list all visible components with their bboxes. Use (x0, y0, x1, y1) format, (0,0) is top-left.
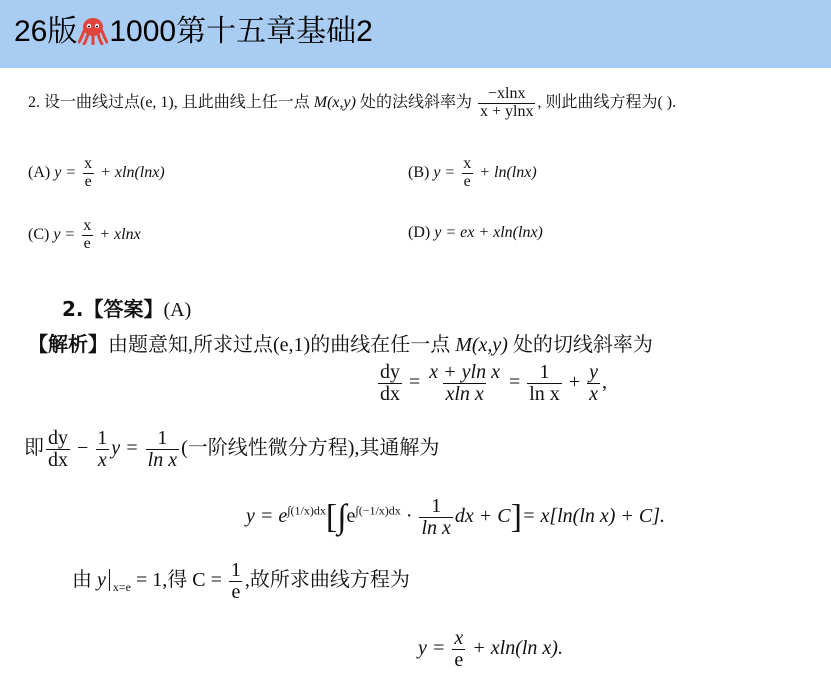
initial-condition: 由 y $_{x=e}$ = 1,得 C = $\frac{1}{e}$ ,故所求曲线方程为 (72, 559, 410, 603)
answer-choice: (A) (163, 299, 192, 321)
equation-linear-ode: 即 $\frac{dy}{dx}$ − $\frac{1}{x}$ y = $\frac{1}{\text{ln x}}$ (一阶线性微分方程),其通解为 (24, 427, 440, 471)
title-bar (0, 0, 831, 68)
option-c[interactable]: (C) y = $\frac{x}{e}$ + xlnx (28, 217, 141, 252)
equation-slope: $\frac{dy}{dx}$ = $\frac{\text{x + yln x}}{\text{xln x}}$ = $\frac{1}{\text{ln x}}$ + $\frac{y}{x}$ , (380, 361, 607, 405)
question-point: M(x,y) (313, 93, 356, 111)
final-answer: y = $\frac{x}{e}$ + xln(ln x). (418, 627, 563, 671)
question-tail: , 则此曲线方程为( ). (537, 93, 677, 111)
title-suffix: 1000第十五章基础2 (109, 15, 373, 48)
analysis-label: 【解析】 (28, 332, 108, 356)
question-mid: 处的法线斜率为 (359, 93, 472, 111)
answer-label: 【答案】 (83, 297, 164, 321)
option-c-fraction: $\frac{x}{e}$ (83, 217, 92, 252)
octopus-icon (78, 16, 108, 56)
answer-number: 2. (62, 297, 84, 321)
option-a-fraction: $\frac{x}{e}$ (84, 155, 93, 190)
option-a[interactable]: (A) y = $\frac{x}{e}$ + xln(lnx) (28, 155, 165, 190)
option-b-fraction: $\frac{x}{e}$ (463, 155, 472, 190)
equation-general-solution: $y = e^{\int(1/x)dx}[\int e^{\int(-1/x)dx}$ · $\frac{1}{\text{ln x}}$ dx + C]= x[ln(ln x) + C]. (246, 495, 666, 539)
option-d[interactable]: (D) y = ex + xln(lnx) (408, 224, 543, 241)
title-prefix: 26版 (14, 15, 78, 48)
option-b[interactable]: (B) y = $\frac{x}{e}$ + ln(lnx) (408, 155, 537, 190)
question-stem (28, 86, 676, 121)
question-intro: 2. 设一曲线过点(e, 1), 且此曲线上任一点 (28, 93, 310, 111)
answer-line (62, 293, 191, 322)
normal-slope-fraction: $\frac{-xlnx}{x + ylnx}$ (479, 85, 534, 120)
analysis-line: 【解析】由题意知,所求过点(e,1)的曲线在任一点 M(x,y) 处的切线斜率为 (28, 332, 653, 356)
page-title (14, 12, 373, 56)
